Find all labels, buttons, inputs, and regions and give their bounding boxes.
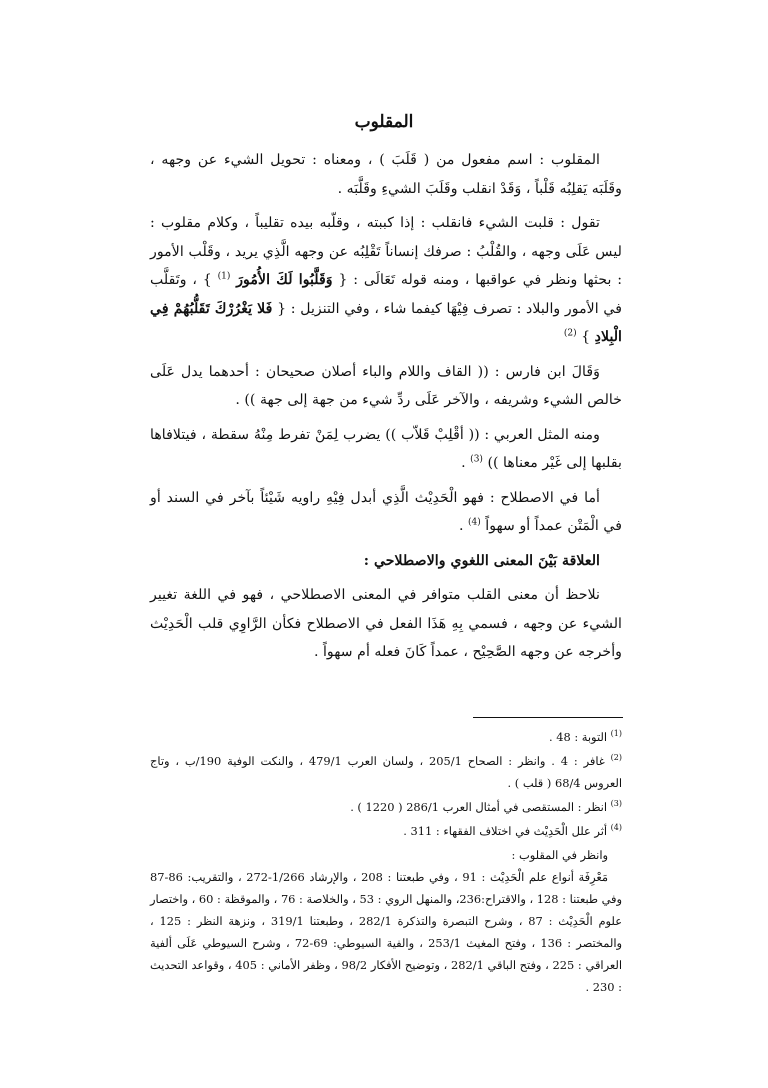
paragraph-proverb: ومنه المثل العربي : (( أقْلِبْ قَلاّب )) يضرب لِمَنْ تفرط مِنْهُ سقطة ، فيتلافاها بقلبها إلى غَيْر معناها )) $^{(3)}$ . xyxy=(150,426,622,471)
footnote-ref-1: (1) xyxy=(217,271,231,282)
footnote-text: غافر : 4 . وانظر : الصحاح 205/1 ، ولسان العرب 479/1 ، والنكت الوفية 190/ب ، وتاج العروس 68/4 ( قلب ) . xyxy=(150,754,622,790)
footnote-ref-2: (2) xyxy=(563,328,577,339)
footnote-3 xyxy=(150,796,622,818)
paragraph-proverb-text: ومنه المثل العربي : (( أقْلِبْ قَلاّب )) يضرب لِمَنْ تفرط مِنْهُ سقطة ، فيتلافاها بقلبها إلى غَيْر معناها )) xyxy=(150,426,622,471)
paragraph-ibn-faris: وَقَالَ ابن فارس : (( القاف واللام والباء أصلان صحيحان : أحدهما يدل عَلَى خالص الشيء وشريفه ، والآخر عَلَى ردِّ شيء من جهة إلى جهة )) . xyxy=(150,363,622,408)
footnote-ref-4: (4) xyxy=(467,517,481,528)
main-text xyxy=(150,146,622,673)
quran-verse-1: وَقَلَّبُوا لَكَ الأُمُورَ xyxy=(236,272,333,288)
footnote-text: أثر علل الْحَدِيْث في اختلاف الفقهاء : 311 . xyxy=(403,824,608,838)
section-heading: العلاقة بَيْنَ المعنى اللغوي والاصطلاحي : xyxy=(363,552,600,569)
footnote-separator xyxy=(473,717,623,718)
paragraph-definition: المقلوب : اسم مفعول من ( قَلَبَ ) ، ومعناه : تحويل الشيء عن وجهه ، وقَلَبَه يَقلِبُه قَلْباً ، وَقَدْ انقلب وقَلَبَ الشيءِ وقَلَّبَه . xyxy=(150,152,622,197)
footnote-4 xyxy=(150,820,622,842)
quran-verse-2: فَلا يَغْرُرْكَ تَقَلُّبُهُمْ فِي الْبِلادِ xyxy=(150,300,622,345)
footnote-number: (4) xyxy=(610,823,622,833)
footnote-number: (3) xyxy=(610,799,622,809)
footnote-number: (2) xyxy=(610,753,622,763)
footnote-1 xyxy=(150,726,622,748)
paragraph-usage-text-c: } xyxy=(581,329,591,345)
paragraph-relation: نلاحظ أن معنى القلب متوافر في المعنى الاصطلاحي ، فهو في اللغة تغيير الشيء عن وجهه ، فسمي بِهِ هَذَا الفعل في الاصطلاح فكأن الرَّاوِي قلب الْحَدِيْث وأخرجه عن وجهه الصَّحِيْح ، عمداً كَانَ فعله أم سهواً . xyxy=(150,587,622,660)
paragraph-usage xyxy=(150,209,622,352)
paragraph-usage-text-b: } ، وتَقلَّب في الأمور والبلاد : تصرف فِيْهَا كيفما شاء ، وفي التنزيل : { xyxy=(150,272,622,317)
footnote-number: (1) xyxy=(610,729,622,739)
footnote-4-references: مَعْرِفَة أنواع علم الْحَدِيْث : 91 ، وفي طبعتنا : 208 ، والإرشاد 1/266-272 ، والتقريب: 86-87 وفي طبعتنا : 128 ، والاقتراح:236، والمنهل الروي : 53 ، والخلاصة : 76 ، والموقظة : 60 ، واختصار علوم الْحَدِيْث : 87 ، وشرح التبصرة والتذكرة 282/1 ، وطبعتنا 319/1 ، ونزهة النظر : 125 ، والمختصر : 136 ، وفتح المغيث 253/1 ، والفية السيوطي: 69-72 ، وشرح السيوطي عَلَى ألفية العراقي : 225 ، وفتح الباقي 282/1 ، وتوضيح الأفكار 98/2 ، وظفر الأماني : 405 ، وقواعد التحديث : 230 . xyxy=(150,870,623,994)
footnote-4-see-also: وانظر في المقلوب : xyxy=(511,848,608,862)
footnote-2 xyxy=(150,750,622,794)
paragraph-terminology-text: أما في الاصطلاح : فهو الْحَدِيْث الَّذِي أبدل فِيْهِ راويه شَيْئاً بآخر في السند أو في الْمَتْن عمداً أو سهواً xyxy=(150,489,622,534)
page-title: المقلوب xyxy=(354,112,414,132)
footnote-text: التوبة : 48 . xyxy=(548,730,608,744)
footnote-text: انظر : المستقصى في أمثال العرب 286/1 ( 1220 ) . xyxy=(350,800,608,814)
paragraph-usage-text-a: تقول : قلبت الشيء فانقلب : إذا كببته ، وقلّبه بيده تقليباً ، وكلام مقلوب : ليس عَلَى وجهه ، والقُلْبُ : صرفك إنساناً تَقْلِبُه عن وجهه الَّذِي يريد ، وقَلْب الأمور : بحثها ونظر في عواقبها ، ومنه قوله تَعَالَى : { xyxy=(150,215,623,288)
footnotes-section xyxy=(150,726,622,998)
footnote-ref-3: (3) xyxy=(470,454,483,465)
paragraph-terminology: أما في الاصطلاح : فهو الْحَدِيْث الَّذِي أبدل فِيْهِ راويه شَيْئاً بآخر في السند أو في الْمَتْن عمداً أو سهواً $^{(4)}$ . xyxy=(150,489,622,534)
